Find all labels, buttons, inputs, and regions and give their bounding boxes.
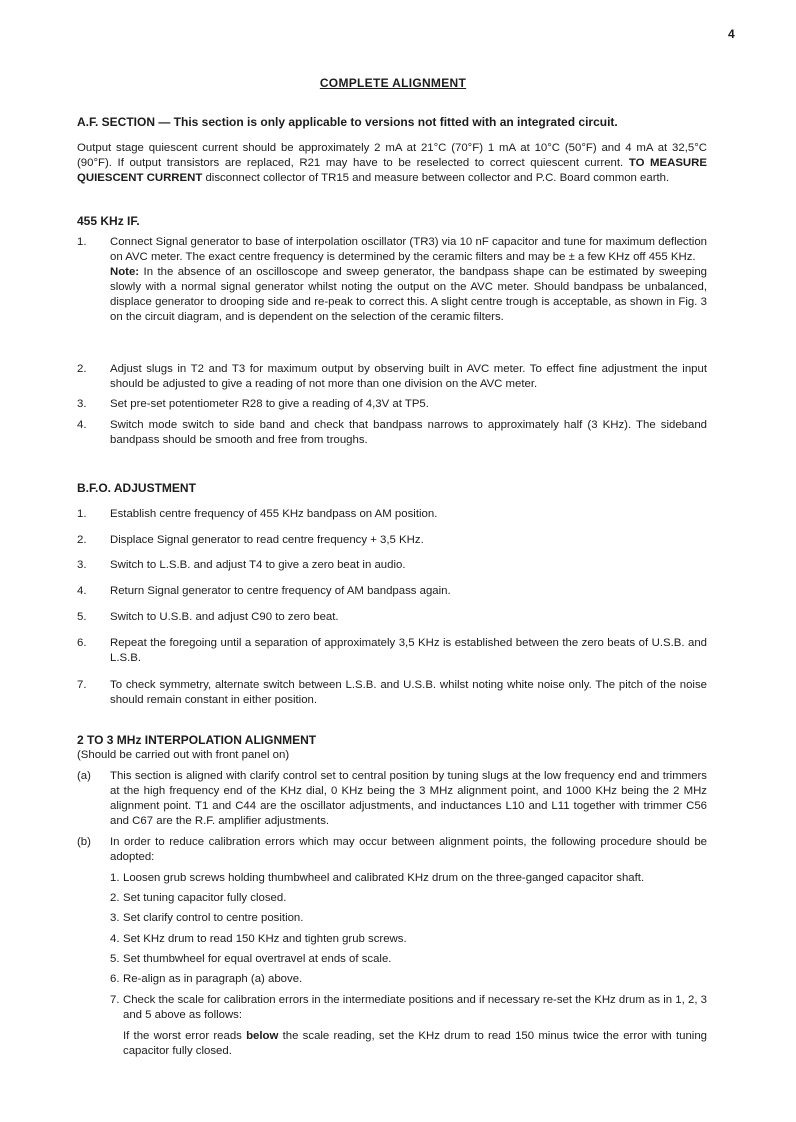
note-text: In the absence of an oscilloscope and sweep generator, the bandpass shape can be estimated by sweeping slowly with a normal signal generator whilst noting the output on the AVC meter. Should bandpass be unbalanced, displace generator to drooping side and re-peak to correct this. A slight centre trough is acceptable, as shown in Fig. 3 on the circuit diagram, and is dependent on the selection of the ceramic filters. xyxy=(110,266,707,323)
final-text-end: the scale reading, set the KHz drum to read 150 minus twice the error with tuning capacitor fully closed. xyxy=(123,1030,707,1057)
item-number: 1. xyxy=(110,872,120,884)
item-number: 4. xyxy=(77,585,87,597)
list-item xyxy=(77,507,707,522)
note-label: Note: xyxy=(110,266,140,278)
item-text: Switch to L.S.B. and adjust T4 to give a zero beat in audio. xyxy=(110,559,406,571)
final-text-start: If the worst error reads xyxy=(123,1030,247,1042)
item-number: 7. xyxy=(77,679,87,691)
list-item xyxy=(110,891,707,906)
list-item xyxy=(77,769,707,829)
item-text: Displace Signal generator to read centre frequency + 3,5 KHz. xyxy=(110,534,424,546)
item-text: Re-align as in paragraph (a) above. xyxy=(123,973,303,985)
list-item xyxy=(110,932,707,947)
list-item xyxy=(77,610,707,625)
af-section-heading: A.F. SECTION — This section is only applicable to versions not fitted with an integrated circuit. xyxy=(77,115,618,129)
list-item xyxy=(77,235,707,325)
af-paragraph-2: disconnect collector of TR15 and measure between collector and P.C. Board common earth. xyxy=(202,172,670,184)
list-item xyxy=(77,835,707,865)
item-number: 5. xyxy=(77,611,87,623)
item-number: 3. xyxy=(77,398,87,410)
list-item xyxy=(110,993,707,1023)
af-section-paragraph xyxy=(77,141,707,186)
item-text: In order to reduce calibration errors which may occur between alignment points, the following procedure should be adopted: xyxy=(110,836,707,863)
list-item xyxy=(77,678,707,708)
item-text: Set thumbwheel for equal overtravel at ends of scale. xyxy=(123,953,392,965)
final-paragraph xyxy=(123,1029,707,1059)
af-paragraph-1: Output stage quiescent current should be approximately 2 mA at 21°C (70°F) 1 mA at 10°C (50°F) and 4 mA at 32,5°C (90°F). If output transistors are replaced, R21 may have to be reselected to correct quiescent current. xyxy=(77,142,707,169)
list-item xyxy=(77,636,707,666)
item-text: Set pre-set potentiometer R28 to give a reading of 4,3V at TP5. xyxy=(110,398,429,410)
item-number: 7. xyxy=(110,994,120,1006)
list-item xyxy=(110,871,707,886)
item-number: 5. xyxy=(110,953,120,965)
interp-section-subheading: (Should be carried out with front panel on) xyxy=(77,749,290,761)
item-text: Repeat the foregoing until a separation of approximately 3,5 KHz is established between the zero beats of U.S.B. and L.S.B. xyxy=(110,637,707,664)
if-section-heading: 455 KHz IF. xyxy=(77,214,140,228)
item-number: 3. xyxy=(110,912,120,924)
page-title: COMPLETE ALIGNMENT xyxy=(319,76,467,90)
page-number: 4 xyxy=(728,27,735,41)
quiescent-current-label: TO MEASURE QUIESCENT CURRENT xyxy=(77,157,707,184)
item-number: 2. xyxy=(110,892,120,904)
item-text: Loosen grub screws holding thumbwheel and calibrated KHz drum on the three-ganged capacitor shaft. xyxy=(123,872,645,884)
list-item xyxy=(110,911,707,926)
item-text: Set KHz drum to read 150 KHz and tighten grub screws. xyxy=(123,933,407,945)
list-item xyxy=(77,533,707,548)
item-number: (b) xyxy=(77,836,91,848)
list-item xyxy=(77,418,707,448)
item-text: Connect Signal generator to base of interpolation oscillator (TR3) via 10 nF capacitor and tune for maximum deflection on AVC meter. The exact centre frequency is determined by the ceramic filters and may be ± a few KHz off 455 KHz. xyxy=(110,236,707,263)
list-item xyxy=(77,584,707,599)
item-number: 1. xyxy=(77,508,87,520)
item-number: 6. xyxy=(110,973,120,985)
item-number: 3. xyxy=(77,559,87,571)
item-text: Establish centre frequency of 455 KHz bandpass on AM position. xyxy=(110,508,438,520)
item-text: Check the scale for calibration errors in the intermediate positions and if necessary re-set the KHz drum as in 1, 2, 3 and 5 above as follows: xyxy=(123,994,707,1021)
item-text: Switch to U.S.B. and adjust C90 to zero beat. xyxy=(110,611,339,623)
list-item xyxy=(77,558,707,573)
list-item xyxy=(77,397,707,412)
item-text: Set clarify control to centre position. xyxy=(123,912,304,924)
item-number: 4. xyxy=(77,419,87,431)
item-number: 1. xyxy=(77,236,87,248)
item-text: Set tuning capacitor fully closed. xyxy=(123,892,287,904)
item-number: 6. xyxy=(77,637,87,649)
item-text: This section is aligned with clarify control set to central position by tuning slugs at the low frequency end and trimmers at the high frequency end of the KHz dial, 0 KHz being the 3 MHz alignment point, and 1000 KHz being the 2 MHz alignment point. T1 and C44 are the oscillator adjustments, and inductances L10 and L11 together with trimmer C56 and C67 are the R.F. amplifier adjustments. xyxy=(110,770,707,827)
list-item xyxy=(77,362,707,392)
item-text: Switch mode switch to side band and check that bandpass narrows to approximately half (3 KHz). The sideband bandpass should be smooth and free from troughs. xyxy=(110,419,707,446)
item-number: 4. xyxy=(110,933,120,945)
item-text: To check symmetry, alternate switch between L.S.B. and U.S.B. whilst noting white noise only. The pitch of the noise should remain constant in either position. xyxy=(110,679,707,706)
item-text: Adjust slugs in T2 and T3 for maximum output by observing built in AVC meter. To effect fine adjustment the input should be adjusted to give a reading of not more than one division on the AVC meter. xyxy=(110,363,707,390)
item-number: 2. xyxy=(77,363,87,375)
interp-section-heading: 2 TO 3 MHz INTERPOLATION ALIGNMENT xyxy=(77,733,317,747)
list-item xyxy=(110,972,707,987)
item-number: (a) xyxy=(77,770,91,782)
item-text: Return Signal generator to centre frequency of AM bandpass again. xyxy=(110,585,451,597)
list-item xyxy=(110,952,707,967)
item-number: 2. xyxy=(77,534,87,546)
final-text-bold: below xyxy=(246,1030,279,1042)
bfo-section-heading: B.F.O. ADJUSTMENT xyxy=(77,481,196,495)
